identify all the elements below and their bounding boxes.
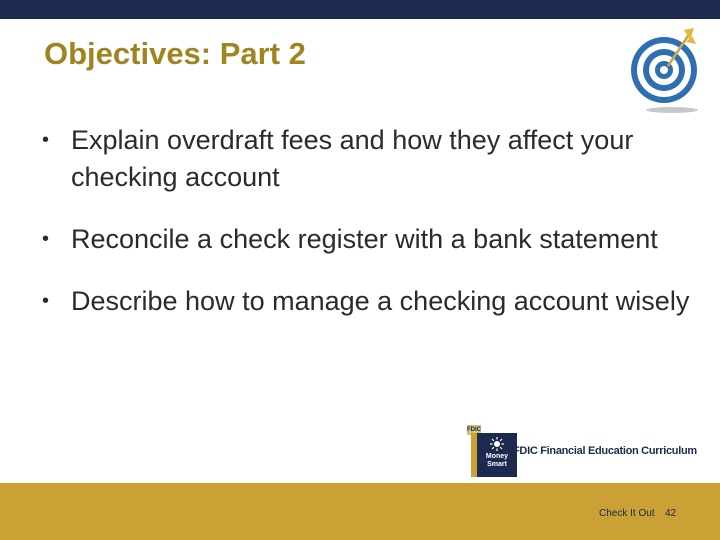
bullet-list <box>42 122 692 345</box>
bullet-dot: • <box>42 290 50 312</box>
top-bar <box>0 0 720 19</box>
bullet-item <box>42 221 692 258</box>
bullet-text: Explain overdraft fees and how they affect your checking account <box>71 125 634 192</box>
bullet-text: Describe how to manage a checking account wisely <box>71 286 690 316</box>
bullet-item <box>42 283 692 320</box>
curriculum-label: FDIC Financial Education Curriculum <box>513 445 697 457</box>
sun-icon <box>490 437 504 451</box>
money-smart-label: Money Smart <box>485 453 509 468</box>
bullet-dot: • <box>42 129 50 151</box>
bullet-dot: • <box>42 228 50 250</box>
fdic-badge: FDIC <box>467 427 481 433</box>
money-smart-logo <box>471 433 517 477</box>
bullet-text: Reconcile a check register with a bank statement <box>71 224 658 254</box>
slide-title: Objectives: Part 2 <box>44 36 306 71</box>
fdic-logo <box>467 425 697 475</box>
footer-label: Check It Out <box>599 508 655 519</box>
bullet-item <box>42 122 692 196</box>
page-number: 42 <box>665 508 677 519</box>
target-icon <box>628 22 708 114</box>
